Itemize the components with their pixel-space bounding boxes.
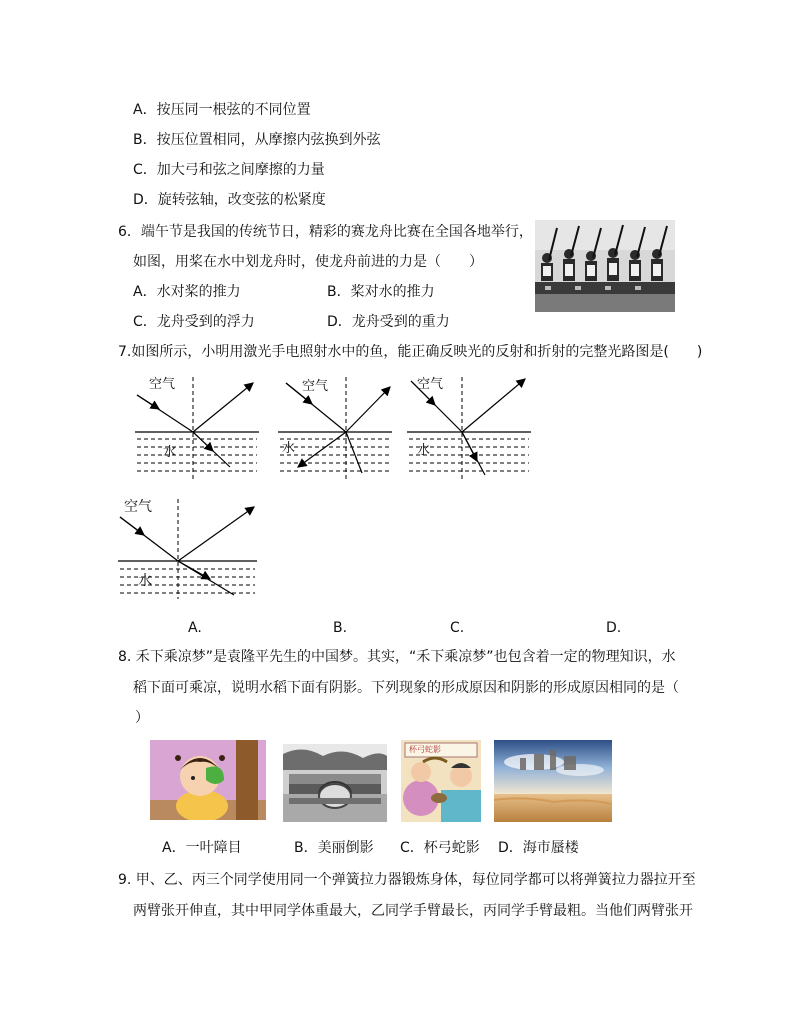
- q6-stem-line1: 6．端午节是我国的传统节日，精彩的赛龙舟比赛在全国各地举行，: [118, 224, 533, 240]
- optics-diagram-3: [407, 375, 532, 480]
- q8-option-b: B．美丽倒影: [294, 840, 374, 856]
- q5-option-a: A．按压同一根弦的不同位置: [133, 102, 311, 118]
- dragon-boat-photo: [535, 220, 675, 312]
- q5-option-c: C．加大弓和弦之间摩擦的力量: [133, 162, 325, 178]
- q6-stem-line2: 如图，用桨在水中划龙舟时，使龙舟前进的力是（ ）: [133, 254, 483, 270]
- water-label: 水: [138, 573, 152, 589]
- bridge-reflection-image: [283, 744, 387, 822]
- air-label: 空气: [149, 377, 176, 392]
- q8-option-d: D．海市蜃楼: [498, 840, 579, 856]
- q8-stem-line2: 稻下面可乘凉，说明水稻下面有阴影。下列现象的形成原因和阴影的形成原因相同的是（: [133, 680, 679, 696]
- optics-diagram-1: [135, 375, 260, 480]
- air-label: 空气: [417, 377, 444, 392]
- bow-reflection-snake-image: [401, 740, 481, 822]
- air-label: 空气: [124, 499, 152, 515]
- optics-diagram-4: [118, 495, 258, 600]
- water-label: 水: [282, 441, 296, 456]
- q6-option-a: A．水对桨的推力: [133, 284, 241, 300]
- q7-label-d: D.: [606, 620, 622, 636]
- water-label: 水: [163, 445, 177, 460]
- air-label: 空气: [302, 379, 329, 394]
- leaf-blocking-eye-image: [150, 740, 266, 820]
- q7-label-b: B.: [333, 620, 348, 636]
- idiom-sign-text: 杯弓蛇影: [409, 745, 441, 754]
- q8-option-c: C．杯弓蛇影: [400, 840, 480, 856]
- q8-stem-line1: 8. 禾下乘凉梦”是袁隆平先生的中国梦。其实，“禾下乘凉梦”也包含着一定的物理知识，水: [118, 649, 676, 665]
- q5-option-b: B．按压位置相同，从摩擦内弦换到外弦: [133, 132, 381, 148]
- q7-stem: 7.如图所示，小明用激光手电照射水中的鱼，能正确反映光的反射和折射的完整光路图是( ): [118, 344, 703, 360]
- q6-option-d: D．龙舟受到的重力: [327, 314, 450, 330]
- q6-option-b: B．桨对水的推力: [327, 284, 435, 300]
- q7-label-c: C.: [450, 620, 465, 636]
- optics-diagram-2: [278, 375, 393, 480]
- q7-label-a: A.: [188, 620, 202, 636]
- q8-option-a: A．一叶障目: [162, 840, 242, 856]
- q8-stem-line3: ）: [135, 710, 149, 726]
- q9-stem-line2: 两臂张开伸直，其中甲同学体重最大，乙同学手臂最长，丙同学手臂最粗。当他们两臂张开: [133, 903, 693, 919]
- mirage-image: [494, 740, 612, 822]
- q5-option-d: D．旋转弦轴，改变弦的松紧度: [133, 192, 326, 208]
- water-label: 水: [417, 443, 431, 458]
- q9-stem-line1: 9. 甲、乙、丙三个同学使用同一个弹簧拉力器锻炼身体，每位同学都可以将弹簧拉力器拉开至: [118, 872, 696, 888]
- q6-option-c: C．龙舟受到的浮力: [133, 314, 255, 330]
